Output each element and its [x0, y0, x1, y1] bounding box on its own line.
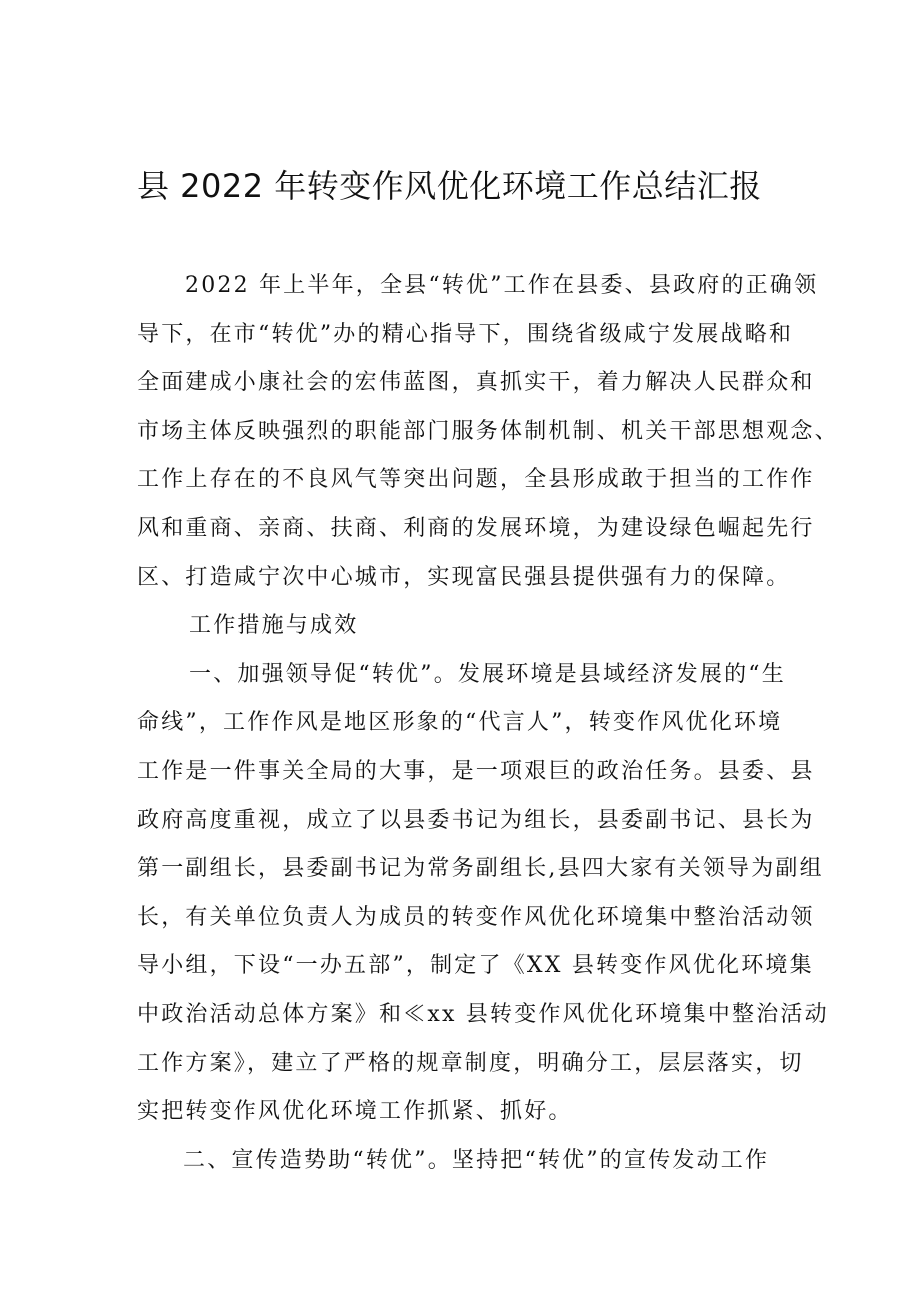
paragraph-line: 政府高度重视，成立了以县委书记为组长，县委副书记、县长为 — [137, 807, 815, 833]
paragraph-line: 导下，在市“转优”办的精心指导下，围绕省级咸宁发展战略和 — [137, 321, 794, 347]
paragraph-line: 长，有关单位负责人为成员的转变作风优化环境集中整治活动领 — [137, 904, 815, 930]
paragraph-line: 实把转变作风优化环境工作抓紧、抓好。 — [137, 1099, 573, 1125]
paragraph-line: 中政治活动总体方案》和≪xx 县转变作风优化环境集中整治活动 — [137, 1001, 829, 1027]
paragraph-line: 一、加强领导促“转优”。发展环境是县域经济发展的“生 — [189, 661, 786, 687]
paragraph-line: 市场主体反映强烈的职能部门服务体制机制、机关干部思想观念、 — [137, 418, 839, 444]
paragraph-line: 工作方案》，建立了严格的规章制度，明确分工，层层落实，切 — [137, 1050, 804, 1076]
paragraph-line: 风和重商、亲商、扶商、利商的发展环境，为建设绿色崛起先行 — [137, 515, 815, 541]
paragraph-line: 工作是一件事关全局的大事，是一项艰巨的政治任务。县委、县 — [137, 758, 815, 784]
paragraph-line: 命线”，工作作风是地区形象的“代言人”，转变作风优化环境 — [137, 710, 783, 736]
paragraph-line: 全面建成小康社会的宏伟蓝图，真抓实干，着力解决人民群众和 — [137, 370, 815, 396]
paragraph-line: 2022 年上半年，全县“转优”工作在县委、县政府的正确领 — [185, 273, 819, 298]
section-heading: 工作措施与成效 — [189, 613, 359, 639]
document-title: 县 2022 年转变作风优化环境工作总结汇报 — [137, 167, 762, 205]
paragraph-line: 第一副组长，县委副书记为常务副组长,县四大家有关领导为副组 — [137, 856, 824, 882]
document-body — [137, 262, 839, 1185]
paragraph-line: 二、宣传造势助“转优”。坚持把“转优”的宣传发动工作 — [183, 1147, 770, 1173]
paragraph-line: 导小组，下设“一办五部”，制定了《XX 县转变作风优化环境集 — [137, 953, 814, 979]
paragraph-line: 工作上存在的不良风气等突出问题，全县形成敢于担当的工作作 — [137, 467, 815, 493]
paragraph-line: 区、打造咸宁次中心城市，实现富民强县提供强有力的保障。 — [137, 564, 791, 590]
